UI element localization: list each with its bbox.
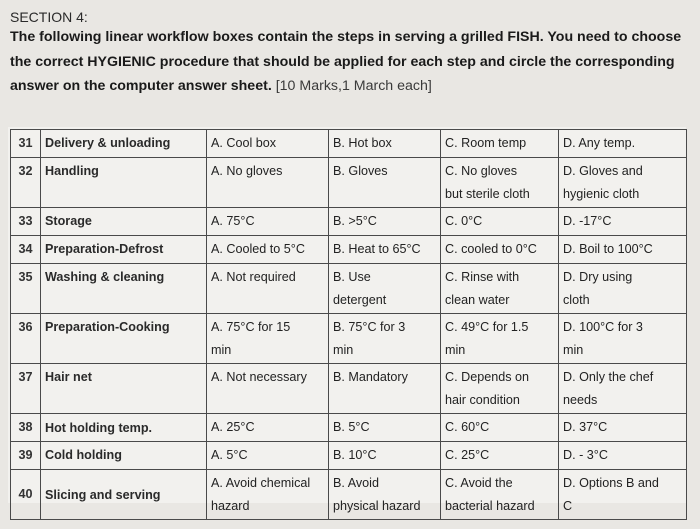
step-number: 37 <box>11 364 41 414</box>
option-b: B. Use detergent <box>329 264 441 314</box>
table-row <box>11 364 687 414</box>
table-row <box>11 414 687 442</box>
option-b: B. >5°C <box>329 208 441 236</box>
step-number: 31 <box>11 130 41 158</box>
step-name: Hair net <box>41 364 207 414</box>
step-name: Washing & cleaning <box>41 264 207 314</box>
option-c: C. Rinse with clean water <box>441 264 559 314</box>
table-row <box>11 236 687 264</box>
option-a: A. 75°C <box>207 208 329 236</box>
step-name: Slicing and serving <box>41 470 207 520</box>
option-b: B. Heat to 65°C <box>329 236 441 264</box>
option-d: D. Only the chef needs <box>559 364 687 414</box>
instructions <box>10 25 690 99</box>
table-row <box>11 442 687 470</box>
step-number: 35 <box>11 264 41 314</box>
step-name: Cold holding <box>41 442 207 470</box>
step-number: 39 <box>11 442 41 470</box>
step-name: Hot holding temp. <box>41 414 207 442</box>
table-row <box>11 264 687 314</box>
option-d: D. 37°C <box>559 414 687 442</box>
option-c: C. Depends on hair condition <box>441 364 559 414</box>
option-d: D. Gloves and hygienic cloth <box>559 158 687 208</box>
option-d: D. 100°C for 3 min <box>559 314 687 364</box>
option-d: D. -17°C <box>559 208 687 236</box>
table-row <box>11 470 687 520</box>
option-b: B. Avoid physical hazard <box>329 470 441 520</box>
option-b: B. Gloves <box>329 158 441 208</box>
table-row <box>11 158 687 208</box>
option-d: D. - 3°C <box>559 442 687 470</box>
option-b: B. Hot box <box>329 130 441 158</box>
step-number: 33 <box>11 208 41 236</box>
option-b: B. 75°C for 3 min <box>329 314 441 364</box>
option-c: C. 25°C <box>441 442 559 470</box>
step-name: Storage <box>41 208 207 236</box>
workflow-table <box>10 129 687 520</box>
option-c: C. Room temp <box>441 130 559 158</box>
option-a: A. Cool box <box>207 130 329 158</box>
option-c: C. 49°C for 1.5 min <box>441 314 559 364</box>
step-name: Handling <box>41 158 207 208</box>
step-name: Preparation-Defrost <box>41 236 207 264</box>
option-a: A. Not required <box>207 264 329 314</box>
option-a: A. Avoid chemical hazard <box>207 470 329 520</box>
step-name: Delivery & unloading <box>41 130 207 158</box>
option-c: C. No gloves but sterile cloth <box>441 158 559 208</box>
table-row <box>11 314 687 364</box>
option-b: B. 10°C <box>329 442 441 470</box>
option-d: D. Dry using cloth <box>559 264 687 314</box>
step-number: 32 <box>11 158 41 208</box>
option-a: A. Cooled to 5°C <box>207 236 329 264</box>
option-a: A. Not necessary <box>207 364 329 414</box>
section-title: SECTION 4: <box>10 9 88 25</box>
step-number: 34 <box>11 236 41 264</box>
table-row <box>11 208 687 236</box>
instructions-text: The following linear workflow boxes contain the steps in serving a grilled FISH. You need to choose the correct HYGIENIC procedure that should be applied for each step and circle the corresponding answer on the computer answer sheet. <box>10 29 682 94</box>
option-c: C. cooled to 0°C <box>441 236 559 264</box>
option-c: C. 0°C <box>441 208 559 236</box>
option-d: D. Options B and C <box>559 470 687 520</box>
option-b: B. Mandatory <box>329 364 441 414</box>
option-a: A. 25°C <box>207 414 329 442</box>
table-row <box>11 130 687 158</box>
option-d: D. Any temp. <box>559 130 687 158</box>
option-a: A. No gloves <box>207 158 329 208</box>
step-number: 36 <box>11 314 41 364</box>
option-b: B. 5°C <box>329 414 441 442</box>
step-name: Preparation-Cooking <box>41 314 207 364</box>
step-number: 40 <box>11 470 41 520</box>
workflow-rows <box>11 130 687 520</box>
marks-note: [10 Marks,1 March each] <box>275 78 432 94</box>
option-c: C. 60°C <box>441 414 559 442</box>
option-d: D. Boil to 100°C <box>559 236 687 264</box>
option-a: A. 75°C for 15 min <box>207 314 329 364</box>
option-c: C. Avoid the bacterial hazard <box>441 470 559 520</box>
option-a: A. 5°C <box>207 442 329 470</box>
step-number: 38 <box>11 414 41 442</box>
